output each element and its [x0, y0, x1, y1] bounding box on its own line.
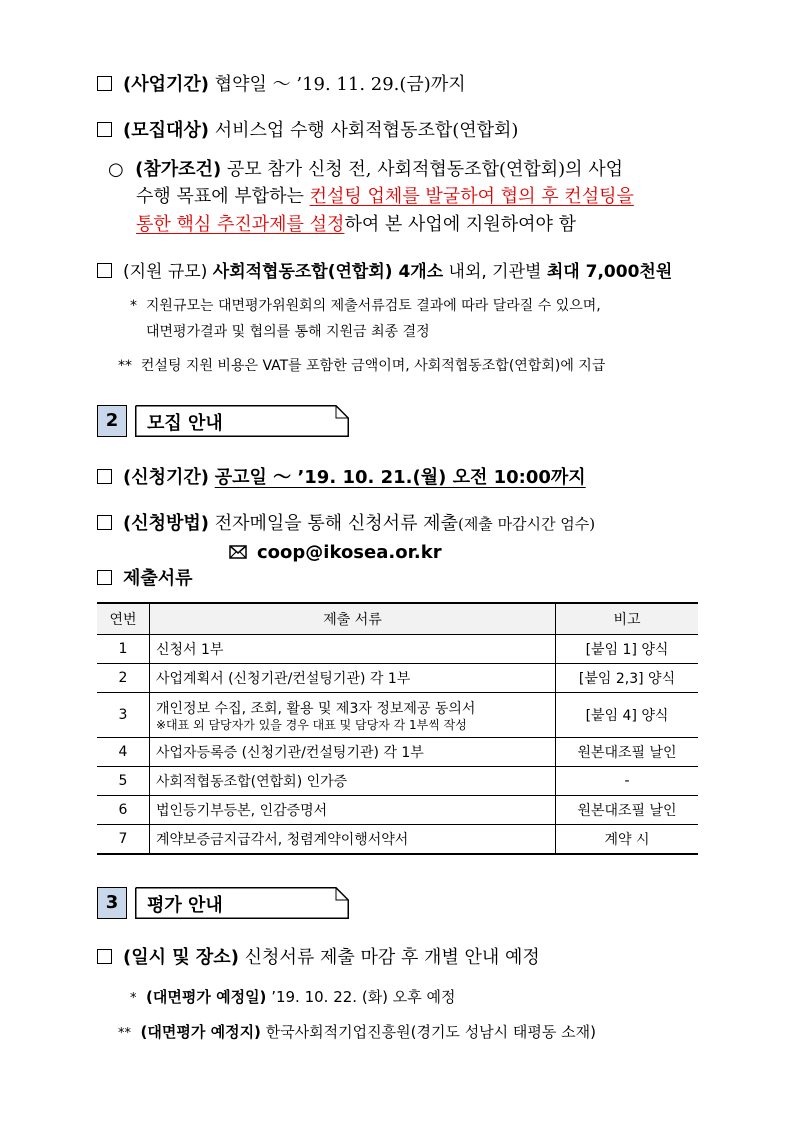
row-note: -: [556, 767, 699, 796]
row-doc: 계약보증금지급각서, 청렴계약이행서약서: [150, 825, 556, 855]
condition-item: [108, 158, 623, 182]
note1-mark: *: [130, 298, 137, 314]
table-row: [97, 825, 698, 855]
section2-title: 모집 안내: [147, 413, 223, 434]
checkbox-square-icon: [97, 122, 112, 137]
row-doc: 사회적협동조합(연합회) 인가증: [150, 767, 556, 796]
section2-header: [97, 405, 357, 439]
section3-title-box: [135, 887, 349, 919]
method-text: 전자메일을 통해 신청서류 제출: [214, 513, 458, 534]
docs-heading-item: [97, 567, 193, 591]
eval-place: [118, 1022, 596, 1044]
col-header-doc: 제출 서류: [150, 603, 556, 635]
section3-title: 평가 안내: [147, 895, 223, 916]
row-note: [붙임 4] 양식: [556, 693, 699, 738]
condition-line3: [136, 213, 576, 237]
note1-cont: 대면평가결과 및 협의를 통해 지원금 최종 결정: [146, 324, 430, 340]
row-no: 6: [97, 796, 150, 825]
note2-text: 컨설팅 지원 비용은 VAT를 포함한 금액이며, 사회적협동조합(연합회)에 지급: [140, 358, 606, 374]
target-text: 서비스업 수행 사회적협동조합(연합회): [214, 120, 519, 141]
checkbox-square-icon: [97, 570, 112, 585]
schedule-text: 신청서류 제출 마감 후 개별 안내 예정: [244, 947, 540, 968]
checkbox-square-icon: [97, 949, 112, 964]
eval-place-mark: **: [118, 1026, 131, 1041]
row-no: 7: [97, 825, 150, 855]
table-row: [97, 796, 698, 825]
note2-mark: **: [118, 358, 132, 374]
eval-date-mark: *: [130, 991, 137, 1006]
row-no: 1: [97, 635, 150, 664]
checkbox-square-icon: [97, 469, 112, 484]
scale-text: 내외, 기관별: [443, 262, 547, 282]
checkbox-square-icon: [97, 515, 112, 530]
row-no: 3: [97, 693, 150, 738]
row-note: [붙임 2,3] 양식: [556, 664, 699, 693]
apply-period-text: 공고일 ～ ’19. 10. 21.(월) 오전 10:00까지: [214, 467, 586, 488]
envelope-icon: [229, 545, 247, 559]
row-note: [붙임 1] 양식: [556, 635, 699, 664]
section3-number: 3: [97, 887, 127, 919]
row-doc-sub: ※대표 외 담당자가 있을 경우 대표 및 담당자 각 1부씩 작성: [156, 717, 467, 732]
row-no: 4: [97, 738, 150, 767]
col-header-no: 연번: [97, 603, 150, 635]
circle-bullet-icon: ○: [108, 159, 124, 180]
section3-header: [97, 887, 357, 921]
checkbox-square-icon: [97, 263, 112, 278]
note1: [130, 296, 601, 316]
period-text: 협약일 ～ ’19. 11. 29.(금)까지: [214, 74, 466, 95]
period-label: (사업기간): [123, 74, 210, 95]
eval-date: [130, 987, 456, 1009]
condition-highlight-2: 통한 핵심 추진과제를 설정: [136, 214, 345, 235]
row-note: 원본대조필 날인: [556, 738, 699, 767]
col-header-note: 비고: [556, 603, 699, 635]
row-no: 5: [97, 767, 150, 796]
table-row: [97, 664, 698, 693]
table-row: [97, 767, 698, 796]
checkbox-square-icon: [97, 76, 112, 91]
row-doc: 사업자등록증 (신청기관/컨설팅기관) 각 1부: [150, 738, 556, 767]
note2: [118, 356, 605, 376]
eval-date-label: (대면평가 예정일): [146, 988, 267, 1006]
schedule-label: (일시 및 장소): [123, 947, 239, 968]
row-doc: 사업계획서 (신청기관/컨설팅기관) 각 1부: [150, 664, 556, 693]
row-doc-cell: [150, 693, 556, 738]
method-item: [97, 512, 595, 536]
row-note: 계약 시: [556, 825, 699, 855]
table-row: [97, 693, 698, 738]
row-doc: 법인등기부등본, 인감증명서: [150, 796, 556, 825]
table-row: [97, 635, 698, 664]
row-doc: 개인정보 수집, 조회, 활용 및 제3자 정보제공 동의서: [156, 700, 476, 717]
email-line: [229, 541, 442, 565]
eval-date-text: ’19. 10. 22. (화) 오후 예정: [271, 988, 456, 1006]
section2-number: 2: [97, 405, 127, 437]
note1-line1: 지원규모는 대면평가위원회의 제출서류검토 결과에 따라 달라질 수 있으며,: [145, 298, 601, 314]
scale-text-bold1: 사회적협동조합(연합회) 4개소: [212, 262, 444, 282]
section2-title-box: [135, 405, 349, 437]
scale-text-bold2: 최대 7,000천원: [546, 262, 673, 282]
eval-place-label: (대면평가 예정지): [140, 1023, 261, 1041]
condition-text-line3b: 하여 본 사업에 지원하여야 함: [344, 214, 576, 235]
scale-item: [97, 260, 672, 284]
apply-period-label: (신청기간): [123, 467, 210, 488]
email-address[interactable]: coop@ikosea.or.kr: [257, 542, 442, 563]
eval-place-text: 한국사회적기업진흥원(경기도 성남시 태평동 소재): [265, 1023, 597, 1041]
docs-heading: 제출서류: [123, 568, 193, 589]
method-note: (제출 마감시간 엄수): [457, 515, 596, 533]
target-label: (모집대상): [123, 120, 210, 141]
condition-text-line2a: 수행 목표에 부합하는: [136, 186, 310, 207]
row-doc: 신청서 1부: [150, 635, 556, 664]
period-item: [97, 73, 466, 97]
scale-label: (지원 규모): [123, 262, 208, 282]
table-row: [97, 738, 698, 767]
table-header-row: [97, 603, 698, 635]
condition-highlight-1: 컨설팅 업체를 발굴하여 협의 후 컨설팅을: [309, 186, 634, 207]
condition-label: (참가조건): [135, 159, 222, 180]
apply-period-item: [97, 466, 586, 490]
condition-line2: [136, 185, 634, 209]
target-item: [97, 119, 518, 143]
row-no: 2: [97, 664, 150, 693]
row-note: 원본대조필 날인: [556, 796, 699, 825]
method-label: (신청방법): [123, 513, 210, 534]
condition-text-line1: 공모 참가 신청 전, 사회적협동조합(연합회)의 사업: [226, 159, 624, 180]
documents-table: [97, 602, 698, 855]
schedule-item: [97, 946, 540, 970]
